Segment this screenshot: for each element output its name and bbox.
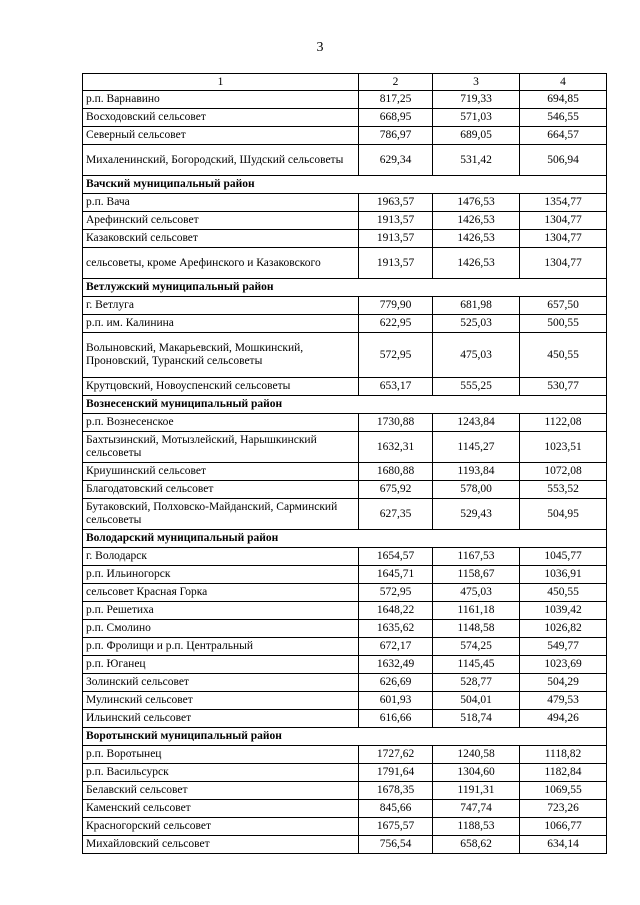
value-cell: 504,95	[520, 499, 607, 530]
table-row	[83, 584, 607, 602]
settlement-name: р.п. Воротынец	[83, 746, 359, 764]
settlement-name: р.п. Ильиногорск	[83, 566, 359, 584]
value-cell: 1632,49	[359, 656, 433, 674]
value-cell: 1072,08	[520, 463, 607, 481]
value-cell: 500,55	[520, 315, 607, 333]
settlement-name: г. Ветлуга	[83, 297, 359, 315]
value-cell: 518,74	[433, 710, 520, 728]
settlement-name: Арефинский сельсовет	[83, 212, 359, 230]
value-cell: 1188,53	[433, 818, 520, 836]
settlement-name: Восходовский сельсовет	[83, 109, 359, 127]
table-row	[83, 620, 607, 638]
value-cell: 817,25	[359, 91, 433, 109]
table-row	[83, 499, 607, 530]
table-row	[83, 548, 607, 566]
value-cell: 572,95	[359, 584, 433, 602]
value-cell: 622,95	[359, 315, 433, 333]
value-cell: 1913,57	[359, 212, 433, 230]
value-cell: 747,74	[433, 800, 520, 818]
page-number: 3	[316, 40, 324, 55]
value-cell: 658,62	[433, 836, 520, 854]
value-cell: 553,52	[520, 481, 607, 499]
value-cell: 555,25	[433, 378, 520, 396]
value-cell: 1193,84	[433, 463, 520, 481]
column-header: 3	[433, 74, 520, 91]
table-row	[83, 463, 607, 481]
value-cell: 634,14	[520, 836, 607, 854]
value-cell: 1730,88	[359, 414, 433, 432]
tariff-table	[82, 73, 607, 854]
value-cell: 845,66	[359, 800, 433, 818]
table-header-row	[83, 74, 607, 91]
value-cell: 1426,53	[433, 248, 520, 279]
value-cell: 689,05	[433, 127, 520, 145]
table-row	[83, 378, 607, 396]
value-cell: 719,33	[433, 91, 520, 109]
district-title: Вознесенский муниципальный район	[83, 396, 607, 414]
table-row	[83, 566, 607, 584]
table-row	[83, 818, 607, 836]
value-cell: 574,25	[433, 638, 520, 656]
value-cell: 1304,60	[433, 764, 520, 782]
value-cell: 1122,08	[520, 414, 607, 432]
value-cell: 1036,91	[520, 566, 607, 584]
settlement-name: Волыновский, Макарьевский, Мошкинский, Проновский, Туранский сельсоветы	[83, 333, 359, 378]
value-cell: 1963,57	[359, 194, 433, 212]
value-cell: 1727,62	[359, 746, 433, 764]
value-cell: 1791,64	[359, 764, 433, 782]
value-cell: 546,55	[520, 109, 607, 127]
value-cell: 1635,62	[359, 620, 433, 638]
settlement-name: Мулинский сельсовет	[83, 692, 359, 710]
table-row	[83, 836, 607, 854]
value-cell: 525,03	[433, 315, 520, 333]
value-cell: 1680,88	[359, 463, 433, 481]
value-cell: 1161,18	[433, 602, 520, 620]
table-row	[83, 602, 607, 620]
settlement-name: р.п. им. Калинина	[83, 315, 359, 333]
column-header: 4	[520, 74, 607, 91]
district-title: Вачский муниципальный район	[83, 176, 607, 194]
district-title: Володарский муниципальный район	[83, 530, 607, 548]
settlement-name: р.п. Решетиха	[83, 602, 359, 620]
table-row	[83, 782, 607, 800]
value-cell: 694,85	[520, 91, 607, 109]
value-cell: 1354,77	[520, 194, 607, 212]
value-cell: 1476,53	[433, 194, 520, 212]
value-cell: 1304,77	[520, 248, 607, 279]
value-cell: 653,17	[359, 378, 433, 396]
value-cell: 1026,82	[520, 620, 607, 638]
value-cell: 668,95	[359, 109, 433, 127]
value-cell: 1045,77	[520, 548, 607, 566]
value-cell: 1145,45	[433, 656, 520, 674]
settlement-name: Благодатовский сельсовет	[83, 481, 359, 499]
value-cell: 1426,53	[433, 230, 520, 248]
value-cell: 1118,82	[520, 746, 607, 764]
settlement-name: р.п. Смолино	[83, 620, 359, 638]
table-row	[83, 674, 607, 692]
value-cell: 1240,58	[433, 746, 520, 764]
settlement-name: Золинский сельсовет	[83, 674, 359, 692]
table-row	[83, 127, 607, 145]
value-cell: 664,57	[520, 127, 607, 145]
table-row	[83, 481, 607, 499]
value-cell: 672,17	[359, 638, 433, 656]
value-cell: 549,77	[520, 638, 607, 656]
district-header-row	[83, 279, 607, 297]
value-cell: 616,66	[359, 710, 433, 728]
table-row	[83, 746, 607, 764]
value-cell: 475,03	[433, 584, 520, 602]
settlement-name: Михаленинский, Богородский, Шудский сельсоветы	[83, 145, 359, 176]
value-cell: 571,03	[433, 109, 520, 127]
value-cell: 506,94	[520, 145, 607, 176]
value-cell: 1645,71	[359, 566, 433, 584]
column-header: 2	[359, 74, 433, 91]
value-cell: 1023,51	[520, 432, 607, 463]
value-cell: 1426,53	[433, 212, 520, 230]
value-cell: 786,97	[359, 127, 433, 145]
district-title: Воротынский муниципальный район	[83, 728, 607, 746]
settlement-name: р.п. Юганец	[83, 656, 359, 674]
settlement-name: р.п. Васильсурск	[83, 764, 359, 782]
table-row	[83, 145, 607, 176]
value-cell: 578,00	[433, 481, 520, 499]
district-header-row	[83, 176, 607, 194]
value-cell: 530,77	[520, 378, 607, 396]
value-cell: 1191,31	[433, 782, 520, 800]
table-row	[83, 764, 607, 782]
value-cell: 675,92	[359, 481, 433, 499]
value-cell: 1913,57	[359, 248, 433, 279]
value-cell: 1304,77	[520, 230, 607, 248]
table-row	[83, 710, 607, 728]
settlement-name: Северный сельсовет	[83, 127, 359, 145]
value-cell: 627,35	[359, 499, 433, 530]
value-cell: 1158,67	[433, 566, 520, 584]
settlement-name: сельсовет Красная Горка	[83, 584, 359, 602]
value-cell: 504,29	[520, 674, 607, 692]
table-row	[83, 638, 607, 656]
value-cell: 531,42	[433, 145, 520, 176]
value-cell: 657,50	[520, 297, 607, 315]
district-title: Ветлужский муниципальный район	[83, 279, 607, 297]
value-cell: 626,69	[359, 674, 433, 692]
table-row	[83, 432, 607, 463]
table-row	[83, 297, 607, 315]
value-cell: 629,34	[359, 145, 433, 176]
value-cell: 756,54	[359, 836, 433, 854]
settlement-name: Белавский сельсовет	[83, 782, 359, 800]
value-cell: 1148,58	[433, 620, 520, 638]
table-row	[83, 91, 607, 109]
district-header-row	[83, 396, 607, 414]
settlement-name: Михайловский сельсовет	[83, 836, 359, 854]
value-cell: 779,90	[359, 297, 433, 315]
settlement-name: Бахтызинский, Мотызлейский, Нарышкинский сельсоветы	[83, 432, 359, 463]
settlement-name: Крутцовский, Новоуспенский сельсоветы	[83, 378, 359, 396]
value-cell: 723,26	[520, 800, 607, 818]
table-row	[83, 692, 607, 710]
value-cell: 1039,42	[520, 602, 607, 620]
table-body	[83, 74, 607, 854]
value-cell: 1304,77	[520, 212, 607, 230]
value-cell: 479,53	[520, 692, 607, 710]
value-cell: 681,98	[433, 297, 520, 315]
table-row	[83, 800, 607, 818]
table-row	[83, 230, 607, 248]
settlement-name: Каменский сельсовет	[83, 800, 359, 818]
settlement-name: Красногорский сельсовет	[83, 818, 359, 836]
settlement-name: р.п. Варнавино	[83, 91, 359, 109]
table-row	[83, 248, 607, 279]
value-cell: 475,03	[433, 333, 520, 378]
table-row	[83, 656, 607, 674]
table-row	[83, 194, 607, 212]
table-row	[83, 212, 607, 230]
settlement-name: Ильинский сельсовет	[83, 710, 359, 728]
value-cell: 1167,53	[433, 548, 520, 566]
value-cell: 1913,57	[359, 230, 433, 248]
value-cell: 1023,69	[520, 656, 607, 674]
settlement-name: Казаковский сельсовет	[83, 230, 359, 248]
value-cell: 1243,84	[433, 414, 520, 432]
settlement-name: Бутаковский, Полховско-Майданский, Сарминский сельсоветы	[83, 499, 359, 530]
settlement-name: г. Володарск	[83, 548, 359, 566]
settlement-name: р.п. Вача	[83, 194, 359, 212]
value-cell: 1675,57	[359, 818, 433, 836]
settlement-name: р.п. Вознесенское	[83, 414, 359, 432]
column-header: 1	[83, 74, 359, 91]
value-cell: 601,93	[359, 692, 433, 710]
value-cell: 572,95	[359, 333, 433, 378]
value-cell: 1069,55	[520, 782, 607, 800]
table-row	[83, 414, 607, 432]
table-row	[83, 109, 607, 127]
value-cell: 529,43	[433, 499, 520, 530]
value-cell: 1648,22	[359, 602, 433, 620]
value-cell: 528,77	[433, 674, 520, 692]
value-cell: 1145,27	[433, 432, 520, 463]
table-row	[83, 333, 607, 378]
settlement-name: Криушинский сельсовет	[83, 463, 359, 481]
value-cell: 1066,77	[520, 818, 607, 836]
value-cell: 1678,35	[359, 782, 433, 800]
value-cell: 504,01	[433, 692, 520, 710]
value-cell: 450,55	[520, 333, 607, 378]
district-header-row	[83, 728, 607, 746]
value-cell: 1632,31	[359, 432, 433, 463]
value-cell: 494,26	[520, 710, 607, 728]
value-cell: 1654,57	[359, 548, 433, 566]
value-cell: 450,55	[520, 584, 607, 602]
value-cell: 1182,84	[520, 764, 607, 782]
district-header-row	[83, 530, 607, 548]
settlement-name: сельсоветы, кроме Арефинского и Казаковского	[83, 248, 359, 279]
settlement-name: р.п. Фролищи и р.п. Центральный	[83, 638, 359, 656]
table-row	[83, 315, 607, 333]
